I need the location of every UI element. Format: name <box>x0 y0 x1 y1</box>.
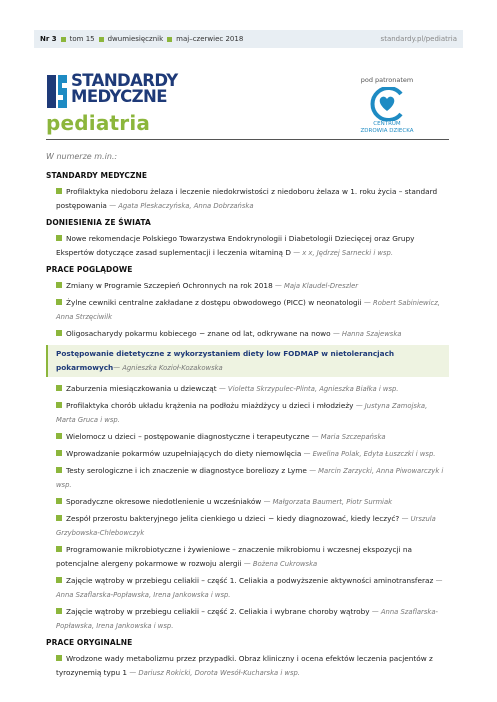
green-bullet-icon <box>56 450 62 456</box>
article-authors: — x x, Jędrzej Sarnecki i wsp. <box>293 249 393 257</box>
article-item[interactable] <box>46 382 449 396</box>
green-bullet-icon <box>56 402 62 408</box>
article-item[interactable] <box>46 430 449 444</box>
article-authors: — Anna Szaflarska-Popławska, Irena Jankowska i wsp. <box>56 608 438 630</box>
article-authors: — Hanna Szajewska <box>332 330 402 338</box>
green-square-icon <box>99 37 104 42</box>
article-title: Wrodzone wady metabolizmu przez przypadki. Obraz kliniczny i ocena efektów leczenia pacjentów z tyrozynemią typu 1 <box>56 654 433 677</box>
article-item[interactable] <box>46 327 449 341</box>
green-bullet-icon <box>56 577 62 583</box>
issue-number: Nr 3 <box>40 35 57 43</box>
section-heading: DONIESIENIA ZE ŚWIATA <box>46 218 151 227</box>
table-of-contents <box>46 150 449 683</box>
article-title: Zajęcie wątroby w przebiegu celiakii – część 2. Celiakia i wybrane choroby wątroby <box>66 607 370 616</box>
article-authors: — Agata Pleskaczyńska, Anna Dobrzańska <box>109 202 254 210</box>
article-title: Testy serologiczne i ich znaczenie w diagnostyce boreliozy z Lyme <box>66 466 307 475</box>
article-title: Profilaktyka chorób układu krążenia na podłożu miażdżycy u dzieci i młodzieży <box>66 401 354 410</box>
issue-date: maj–czerwiec 2018 <box>176 35 244 43</box>
article-title: Sporadyczne okresowe niedotlenienie u wcześniaków <box>66 497 262 506</box>
article-authors: — Violetta Skrzypulec-Plinta, Agnieszka Białka i wsp. <box>218 385 399 393</box>
article-item[interactable] <box>46 399 449 427</box>
article-item[interactable] <box>46 185 449 213</box>
section-heading: PRACE POGLĄDOWE <box>46 265 133 274</box>
green-bullet-icon <box>56 655 62 661</box>
green-bullet-icon <box>56 282 62 288</box>
patron-name <box>352 121 422 135</box>
green-bullet-icon <box>56 385 62 391</box>
toc-sections <box>46 169 449 680</box>
patron-name-line1: CENTRUM <box>373 121 401 127</box>
article-authors: — Maja Klaudel-Dreszler <box>275 282 359 290</box>
article-authors: — Robert Sabiniewicz, Anna Strzęciwilk <box>56 299 440 321</box>
issue-info <box>40 35 243 43</box>
logo-s-icon <box>47 75 67 108</box>
article-authors: — Maria Szczepańska <box>311 433 386 441</box>
article-authors: — Justyna Zamojska, Marta Gruca i wsp. <box>56 402 428 424</box>
article-item[interactable] <box>46 232 449 260</box>
article-title: Profilaktyka niedoboru żelaza i leczenie niedokrwistości z niedoboru żelaza w 1. roku życia – standard postępowania <box>56 187 438 210</box>
journal-subtitle: pediatria <box>46 111 151 135</box>
header-bar <box>34 30 463 48</box>
volume: tom 15 <box>69 35 95 43</box>
logo-wordmark <box>71 73 178 105</box>
article-authors: — Dariusz Rokicki, Dorota Wesół-Kucharska i wsp. <box>129 669 300 677</box>
article-authors: — Małgorzata Baumert, Piotr Surmiak <box>263 498 393 506</box>
green-bullet-icon <box>56 467 62 473</box>
article-title: Nowe rekomendacje Polskiego Towarzystwa Endokrynologii i Diabetologii Dziecięcej oraz Grupy Ekspertów dotyczące zasad suplementacji i leczenia witaminą D <box>56 234 415 257</box>
article-title: Oligosacharydy pokarmu kobiecego − znane od lat, odkrywane na nowo <box>66 329 331 338</box>
article-item[interactable] <box>46 495 449 509</box>
logo-line1: STANDARDY <box>71 71 178 90</box>
article-title: Zmiany w Programie Szczepień Ochronnych na rok 2018 <box>66 281 273 290</box>
green-square-icon <box>167 37 172 42</box>
patron-name-line2: ZDROWIA DZIECKA <box>360 128 414 134</box>
article-authors: — Urszula Grzybowska-Chlebowczyk <box>56 515 436 537</box>
green-bullet-icon <box>56 330 62 336</box>
toc-intro: W numerze m.in.: <box>46 152 118 161</box>
article-authors: — Ewelina Polak, Edyta Łuszczki i wsp. <box>303 450 436 458</box>
green-bullet-icon <box>56 515 62 521</box>
article-item[interactable] <box>46 605 449 633</box>
section-heading: STANDARDY MEDYCZNE <box>46 171 148 180</box>
green-bullet-icon <box>56 188 62 194</box>
patron-label: pod patronatem <box>360 76 414 84</box>
header-divider <box>46 139 449 140</box>
article-title: Zaburzenia miesiączkowania u dziewcząt <box>66 384 217 393</box>
article-item[interactable] <box>46 652 449 680</box>
green-square-icon <box>61 37 66 42</box>
article-authors: — Agnieszka Kozioł-Kozakowska <box>113 364 223 372</box>
logo-line2: MEDYCZNE <box>71 87 167 106</box>
website-link[interactable]: standardy.pl/pediatria <box>380 35 457 43</box>
article-title: Zespół przerostu bakteryjnego jelita cienkiego u dzieci − kiedy diagnozować, kiedy leczyć? <box>66 514 400 523</box>
green-bullet-icon <box>56 299 62 305</box>
section-heading: PRACE ORYGINALNE <box>46 638 133 647</box>
article-authors: — Anna Szaflarska-Popławska, Irena Jankowska i wsp. <box>56 577 443 599</box>
heart-c-logo-icon <box>365 87 409 121</box>
article-item[interactable] <box>46 447 449 461</box>
article-item[interactable] <box>46 574 449 602</box>
article-title: Wprowadzanie pokarmów uzupełniających do diety niemowlęcia <box>66 449 302 458</box>
frequency: dwumiesięcznik <box>107 35 164 43</box>
article-title: Wielomocz u dzieci – postępowanie diagnostyczne i terapeutyczne <box>66 432 310 441</box>
article-authors: — Marcin Zarzycki, Anna Piwowarczyk i wsp. <box>56 467 444 489</box>
green-bullet-icon <box>56 433 62 439</box>
article-title: Programowanie mikrobiotyczne i żywieniowe – znaczenie mikrobiomu i wczesnej ekspozycji na potencjalne alergeny pokarmowe w rozwoju alergii <box>56 545 412 568</box>
green-bullet-icon <box>56 546 62 552</box>
article-title: Żylne cewniki centralne zakładane z dostępu obwodowego (PICC) w neonatologii <box>66 298 362 307</box>
green-bullet-icon <box>56 608 62 614</box>
green-bullet-icon <box>56 235 62 241</box>
article-item[interactable] <box>46 279 449 293</box>
article-title: Postępowanie dietetyczne z wykorzystaniem diety low FODMAP w nietolerancjach pokarmowych <box>56 349 395 372</box>
green-bullet-icon <box>56 498 62 504</box>
article-item[interactable] <box>46 543 449 571</box>
article-item[interactable] <box>46 512 449 540</box>
article-title: Zajęcie wątroby w przebiegu celiakii – część 1. Celiakia a podwyższenie aktywności aminotransferaz <box>66 576 434 585</box>
featured-article[interactable] <box>46 345 449 377</box>
article-item[interactable] <box>46 464 449 492</box>
article-authors: — Bożena Cukrowska <box>243 560 318 568</box>
article-item[interactable] <box>46 296 449 324</box>
